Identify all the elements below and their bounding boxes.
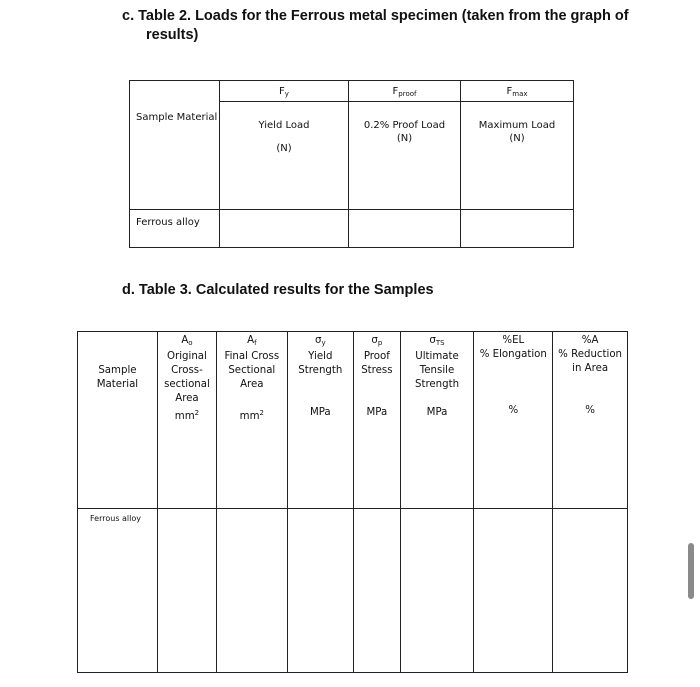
yield-load-header: Yield Load (N) <box>220 102 349 210</box>
ultimate-tensile-strength-header: $\sigma_{TS}$ Ultimate Tensile Strength MPa <box>400 332 474 509</box>
final-area-header: $A_f$ Final Cross Sectional Area $mm^2$ <box>217 332 288 509</box>
ultimate-tensile-strength-cell <box>400 509 474 673</box>
fmax-symbol: $F_{max}$ <box>461 81 574 102</box>
fy-symbol: $F_y$ <box>220 81 349 102</box>
proof-load-header: 0.2% Proof Load (N) <box>349 102 461 210</box>
elongation-cell <box>474 509 553 673</box>
reduction-in-area-header: %A % Reduction in Area % <box>553 332 628 509</box>
ferrous-alloy-label: Ferrous alloy <box>78 509 158 673</box>
original-area-cell <box>157 509 216 673</box>
original-area-header: $A_o$ Original Cross- sectional Area $mm^2$ <box>157 332 216 509</box>
table3-heading: d. Table 3. Calculated results for the Samples <box>122 282 434 298</box>
fproof-symbol: $F_{proof}$ <box>349 81 461 102</box>
calculated-results-table <box>77 331 628 673</box>
yield-strength-header: $\sigma_y$ Yield Strength MPa <box>287 332 353 509</box>
maximum-load-header: Maximum Load (N) <box>461 102 574 210</box>
yield-strength-cell <box>287 509 353 673</box>
proof-stress-cell <box>354 509 401 673</box>
proof-stress-header: $\sigma_p$ Proof Stress MPa <box>354 332 401 509</box>
elongation-header: %EL % Elongation % <box>474 332 553 509</box>
sample-material-header: Sample Material <box>130 81 220 210</box>
proof-load-cell <box>349 210 461 248</box>
loads-table <box>129 80 574 248</box>
sample-material-header: Sample Material <box>78 332 158 509</box>
table2-heading <box>122 7 642 45</box>
yield-load-cell <box>220 210 349 248</box>
table2-heading-line2: results) <box>146 27 199 43</box>
table2-heading-line1: c. Table 2. Loads for the Ferrous metal specimen (taken from the graph of <box>122 8 629 24</box>
ferrous-alloy-label: Ferrous alloy <box>130 210 220 248</box>
reduction-in-area-cell <box>553 509 628 673</box>
final-area-cell <box>217 509 288 673</box>
maximum-load-cell <box>461 210 574 248</box>
scrollbar-thumb[interactable] <box>688 543 694 599</box>
